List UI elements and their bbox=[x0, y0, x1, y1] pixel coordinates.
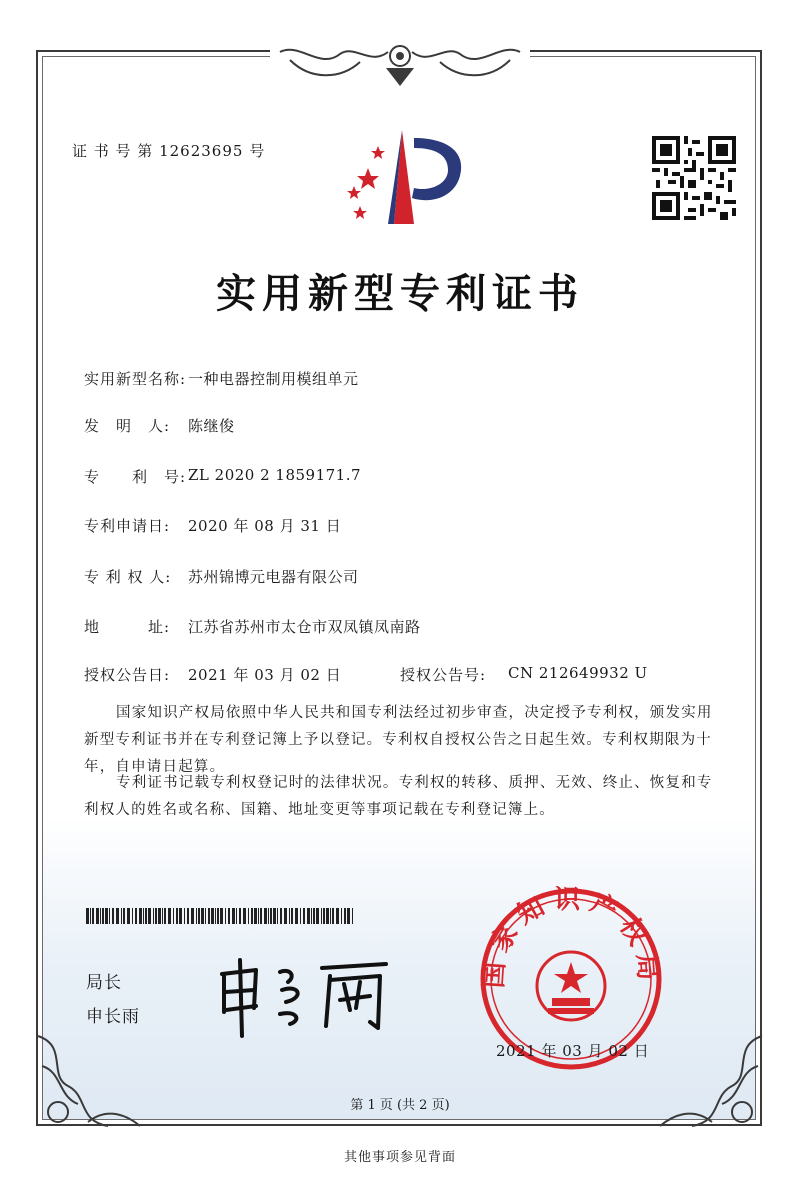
page-number: 第 1 页 (共 2 页) bbox=[350, 1098, 450, 1113]
director-title: 局长 bbox=[86, 973, 122, 993]
body-paragraph-1: 国家知识产权局依照中华人民共和国专利法经过初步审查，决定授予专利权，颁发实用新型专利证书并在专利登记簿上予以登记。专利权自授权公告之日起生效。专利权期限为十年，自申请日起算。 bbox=[84, 705, 713, 775]
filing-date-label: 专利申请日: bbox=[84, 517, 171, 535]
bottom-left-ornament-icon bbox=[28, 1026, 148, 1136]
utility-model-name-label: 实用新型名称: bbox=[84, 370, 187, 388]
utility-model-name-value: 一种电器控制用模组单元 bbox=[188, 370, 359, 388]
qr-code-icon bbox=[652, 136, 736, 220]
patentee-label: 专 利 权 人: bbox=[84, 568, 172, 586]
filing-date-value: 2020 年 08 月 31 日 bbox=[188, 517, 342, 535]
address-label: 地 址: bbox=[84, 618, 171, 636]
address-value: 江苏省苏州市太仓市双凤镇凤南路 bbox=[188, 618, 421, 636]
patent-number-label: 专 利 号: bbox=[84, 468, 187, 486]
grant-date-value: 2021 年 03 月 02 日 bbox=[188, 666, 342, 684]
certificate-title: 实用新型专利证书 bbox=[216, 270, 584, 317]
bottom-right-ornament-icon bbox=[652, 1026, 772, 1136]
handwritten-signature-icon bbox=[210, 950, 410, 1040]
seal-text: 国家知识产权局 bbox=[479, 886, 663, 990]
body-paragraph-2: 专利证书记载专利权登记时的法律状况。专利权的转移、质押、无效、终止、恢复和专利权人的姓名或名称、国籍、地址变更等事项记载在专利登记簿上。 bbox=[84, 775, 713, 818]
top-ornament-icon bbox=[270, 40, 530, 96]
director-name: 申长雨 bbox=[86, 1007, 140, 1027]
footer-note: 其他事项参见背面 bbox=[343, 1150, 456, 1165]
barcode-icon bbox=[86, 908, 356, 924]
inventor-value: 陈继俊 bbox=[188, 417, 235, 435]
certificate-number: 证 书 号 第 12623695 号 bbox=[72, 142, 266, 160]
seal-date: 2021 年 03 月 02 日 bbox=[496, 1042, 650, 1060]
patent-number-value: ZL 2020 2 1859171.7 bbox=[188, 466, 362, 484]
inventor-label: 发 明 人: bbox=[84, 417, 171, 435]
cnipa-logo-icon bbox=[330, 124, 470, 232]
patentee-value: 苏州锦博元电器有限公司 bbox=[188, 568, 359, 586]
grant-number-label: 授权公告号: bbox=[400, 666, 487, 684]
grant-date-label: 授权公告日: bbox=[84, 666, 171, 684]
grant-number-value: CN 212649932 U bbox=[508, 664, 648, 682]
